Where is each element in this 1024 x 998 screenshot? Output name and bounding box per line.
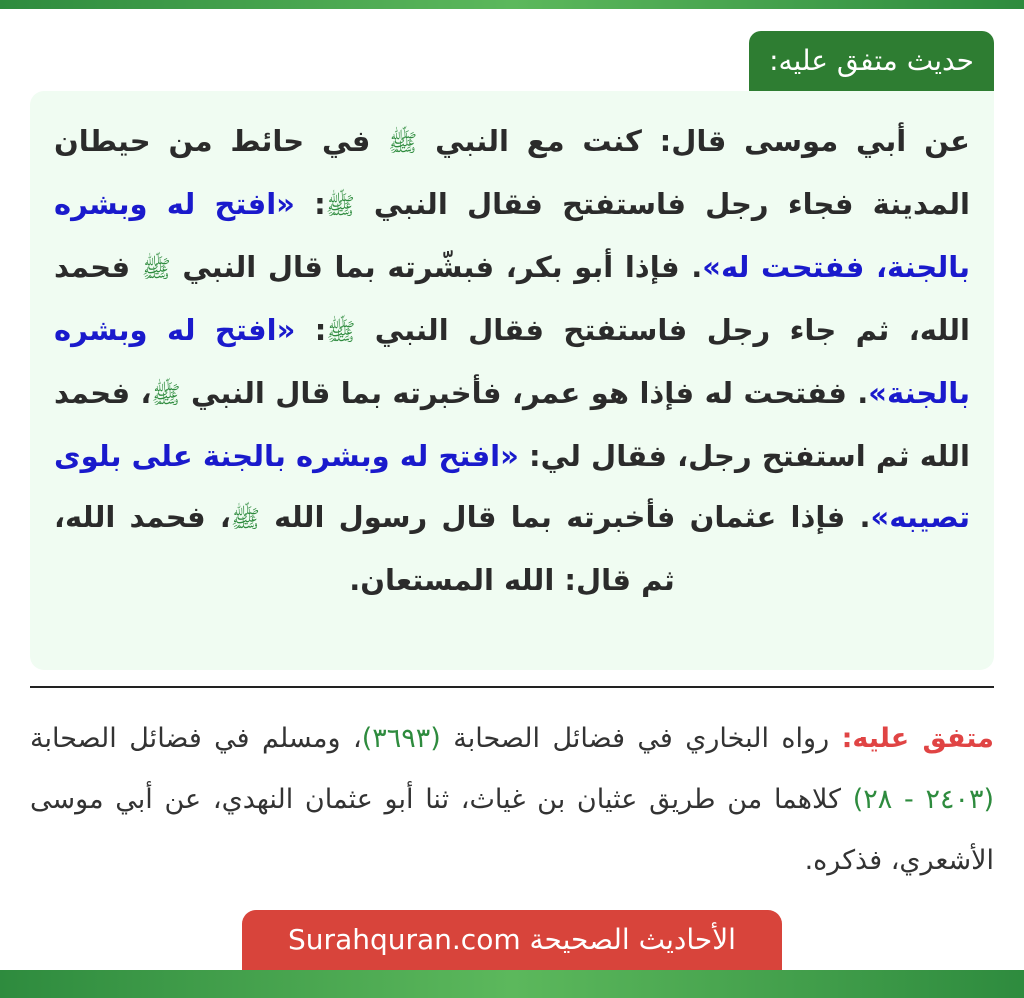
salutation-symbol: ﷺ — [326, 318, 356, 346]
hadith-segment: : — [294, 187, 326, 221]
top-decor-bar — [0, 0, 1024, 9]
source-segment: رواه البخاري في فضائل الصحابة — [440, 723, 842, 754]
divider — [30, 686, 994, 688]
site-badge: الأحاديث الصحيحة Surahquran.com — [242, 910, 782, 970]
hadith-segment: في حائط من حيطان المدينة فجاء رجل فاستفتح فقال النبي — [54, 124, 970, 221]
hadith-segment: . فإذا أبو بكر، فبشّرته بما قال النبي — [170, 250, 703, 284]
source-label: متفق عليه: — [841, 723, 995, 754]
hadith-number: (٣٦٩٣) — [361, 723, 441, 754]
hadith-segment: . فإذا عثمان فأخبرته بما قال رسول الله — [259, 500, 871, 534]
hadith-box — [30, 91, 994, 670]
source-segment: كلاهما من طريق عثيان بن غياث، ثنا أبو عثمان النهدي، عن أبي موسى الأشعري، فذكره. — [30, 784, 994, 876]
salutation-symbol: ﷺ — [151, 381, 181, 409]
hadith-segment: عن أبي موسى قال: كنت مع النبي — [417, 124, 970, 158]
prophet-quote: «افتح له وبشره بالجنة» — [54, 313, 970, 410]
salutation-symbol: ﷺ — [141, 255, 171, 283]
hadith-segment: ، فحمد الله، ثم قال: الله المستعان. — [54, 500, 675, 597]
hadith-segment: فحمد الله، ثم جاء رجل فاستفتح فقال النبي — [54, 250, 970, 347]
salutation-symbol: ﷺ — [325, 192, 355, 220]
hadith-segment: ، فحمد الله ثم استفتح رجل، فقال لي: — [54, 376, 970, 473]
source-segment: ، ومسلم في فضائل الصحابة — [30, 723, 362, 754]
hadith-segment: : — [295, 313, 327, 347]
hadith-segment: . ففتحت له فإذا هو عمر، فأخبرته بما قال النبي — [180, 376, 869, 410]
bottom-decor-bar — [0, 970, 1024, 998]
salutation-symbol: ﷺ — [230, 505, 260, 533]
prophet-quote: «افتح له وبشره بالجنة، ففتحت له» — [54, 187, 970, 284]
hadith-number: (٢٤٠٣ - ٢٨) — [852, 784, 994, 815]
source-citation — [30, 708, 994, 891]
salutation-symbol: ﷺ — [388, 129, 418, 157]
hadith-text — [54, 111, 970, 611]
hadith-type-label: حديث متفق عليه: — [749, 31, 994, 91]
prophet-quote: «افتح له وبشره بالجنة على بلوى تصيبه» — [54, 439, 970, 534]
